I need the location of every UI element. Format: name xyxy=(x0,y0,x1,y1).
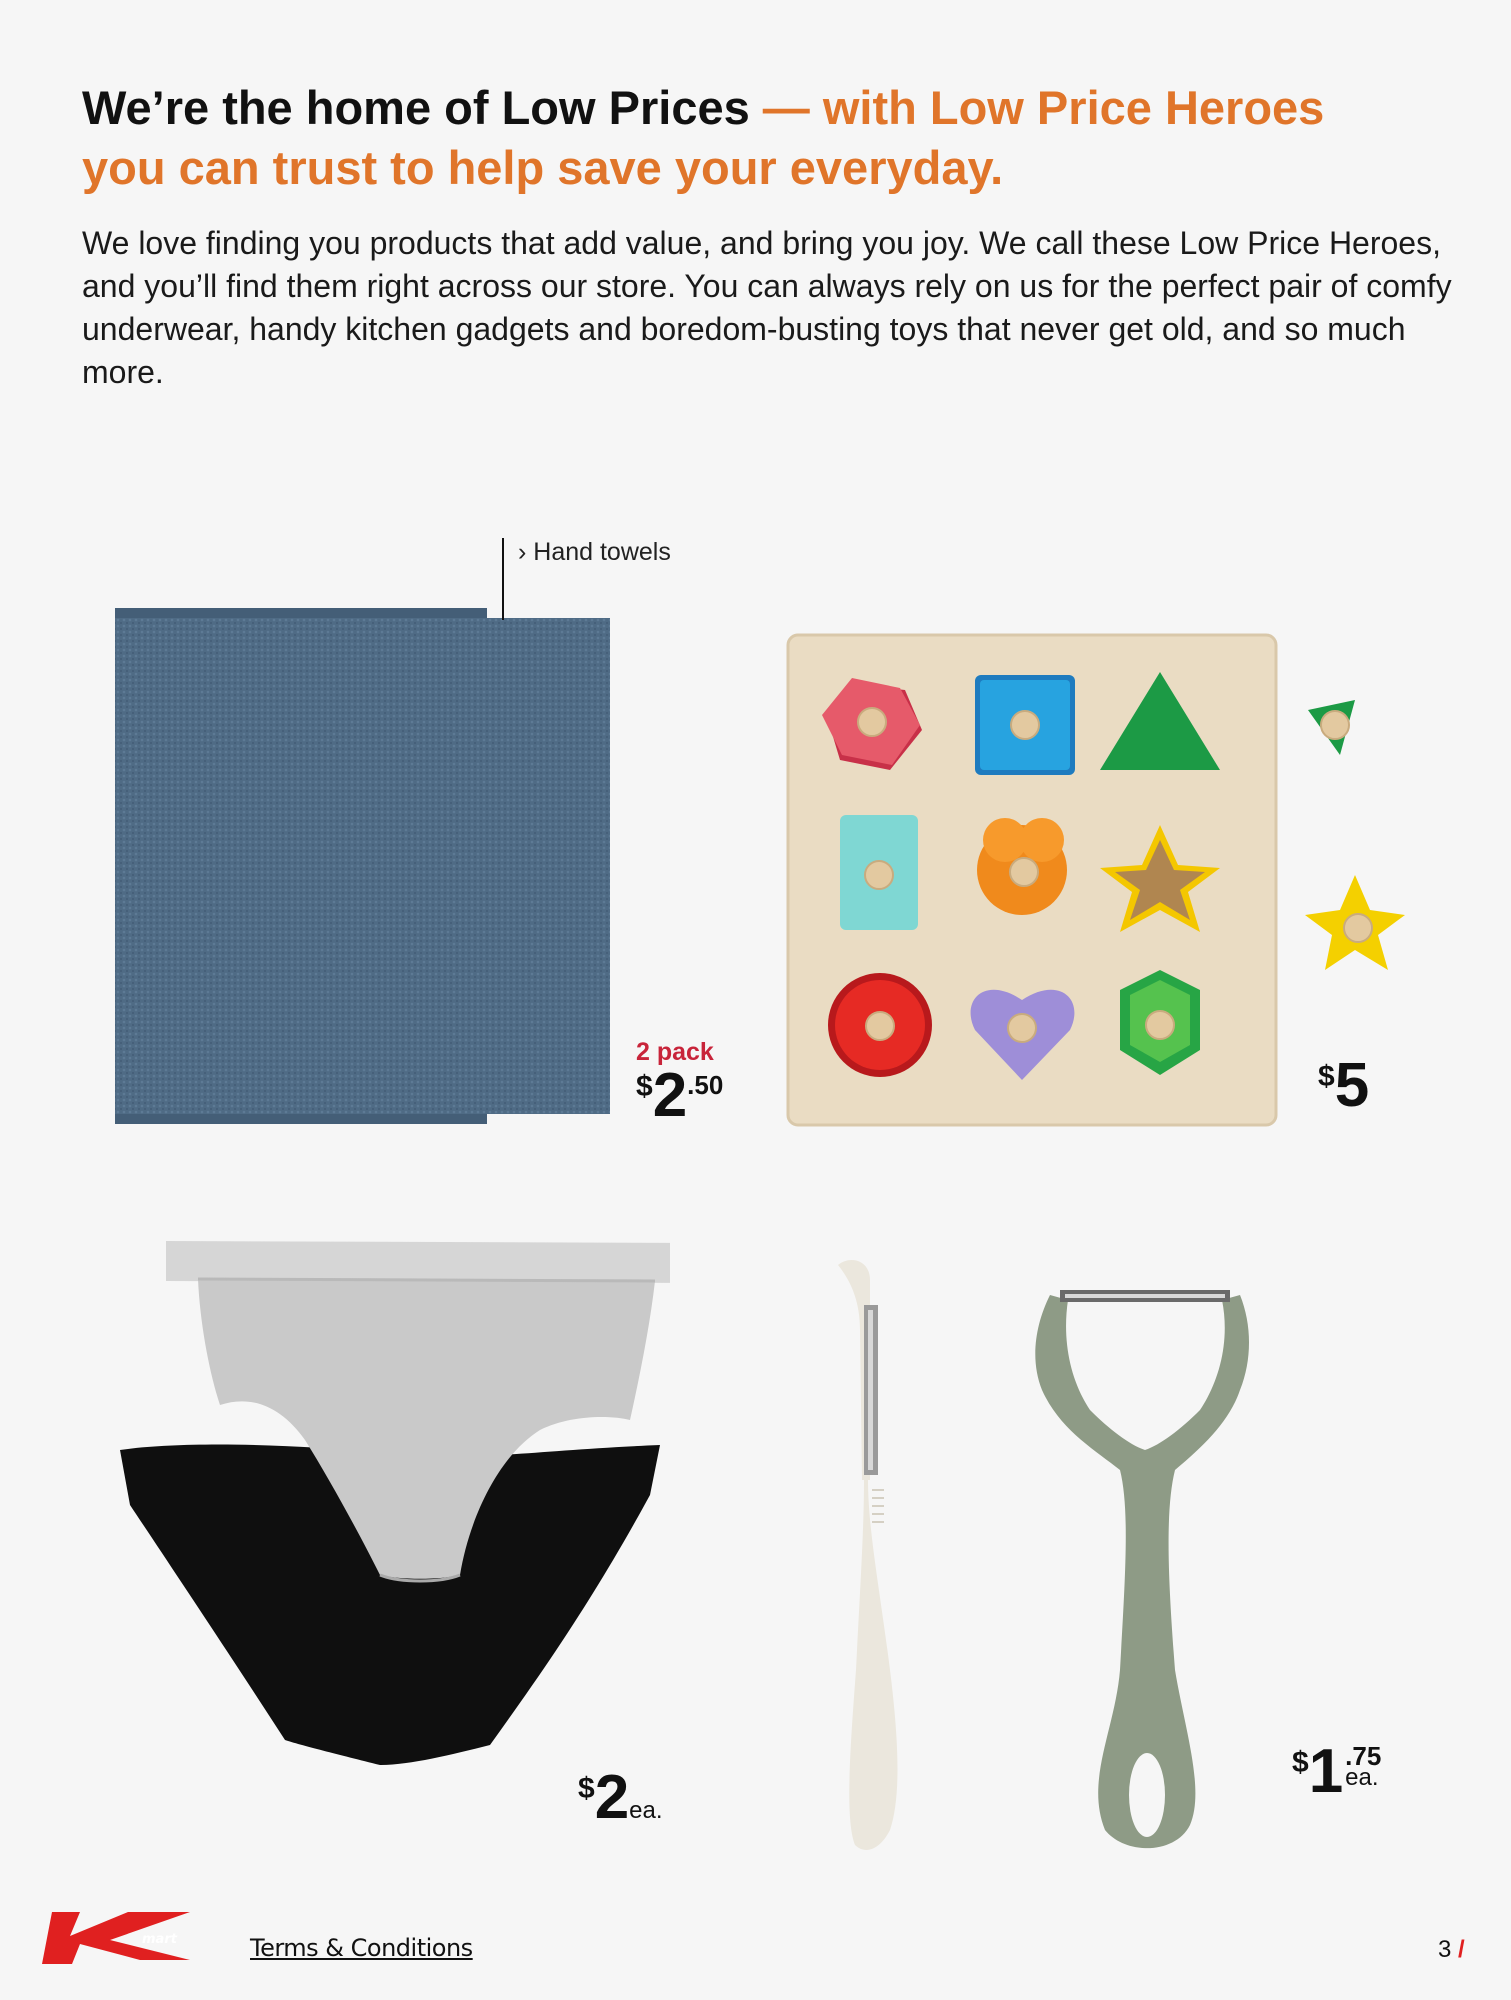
towels-pack-label: 2 pack xyxy=(636,1038,714,1066)
intro-text: We love finding you products that add value, and bring you joy. We call these Low Price Heroes, and you’ll find them right across our store. You can always rely on us for the perfect pair of comfy underwear, handy kitchen gadgets and boredom-busting toys that never get old, and so much more. xyxy=(82,225,1452,390)
towels-price: $2.50 xyxy=(636,1061,724,1130)
puzzle-price: $5 xyxy=(1318,1051,1370,1120)
kmart-logo[interactable] xyxy=(40,1910,200,1966)
page-number: 3 / xyxy=(1438,1936,1465,1963)
callout-line xyxy=(502,538,504,620)
hand-towels-image xyxy=(110,600,630,1130)
headline-dark: We’re the home of Low Prices xyxy=(82,81,750,134)
page-headline xyxy=(82,78,1462,198)
terms-conditions-link[interactable]: Terms & Conditions xyxy=(250,1934,473,1962)
underwear-image xyxy=(110,1235,670,1795)
peeler-price: $1 .75 ea. xyxy=(1292,1737,1382,1806)
kmart-logo-text: mart xyxy=(142,1932,177,1947)
headline-orange-1: — with Low Price Heroes xyxy=(762,81,1325,134)
peelers-image xyxy=(820,1250,1340,1860)
hand-towels-callout: › Hand towels xyxy=(518,538,671,566)
headline-orange-2: you can trust to help save your everyday. xyxy=(82,141,1004,194)
shape-puzzle-image xyxy=(780,630,1420,1130)
underwear-price: $2ea. xyxy=(578,1763,663,1832)
